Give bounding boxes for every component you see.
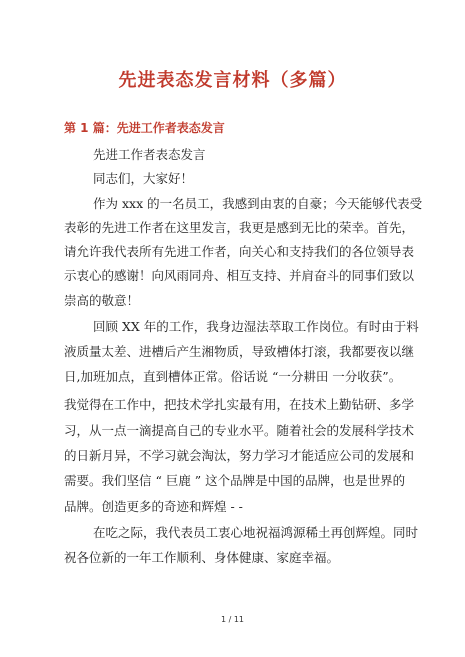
paragraph-line: 表彰的先进工作者在这里发言，我更是感到无比的荣幸。首先， [64,220,415,235]
paragraph-line: 日,加班加点，直到槽体正常。俗话说 “一分耕田 一分收获”。 [64,369,402,384]
page-number: 1 / 11 [220,615,245,624]
section-heading: 第 1 篇：先进工作者表态发言 [64,121,225,135]
paragraph-line: 在吃之际，我代表员工衷心地祝福鸿源稀土再创辉煌。同时 [93,525,419,540]
paragraph-line: 同志们，大家好！ [93,171,194,186]
paragraph-line: 品牌。创造更多的奇迹和辉煌 - - [64,499,243,514]
paragraph-line: 液质量太差、进槽后产生湘物质，导致槽体打滚，我都要夜以继 [64,344,415,359]
paragraph-line: 我觉得在工作中，把技术学扎实最有用，在技术上勤钻研、多学 [64,397,415,412]
paragraph-line: 需要。我们坚信 “ 巨鹿 ” 这个品牌是中国的品牌，也是世界的 [64,473,406,488]
paragraph-line: 的日新月异，不学习就会淘汰，努力学习才能适应公司的发展和 [64,448,415,463]
paragraph-line: 崇高的敬意！ [64,293,140,308]
paragraph-line: 请允许我代表所有先进工作者，向关心和支持我们的各位领导表 [64,244,415,259]
paragraph-line: 习，从一点一滴提高自己的专业水平。随着社会的发展科学技术 [64,423,415,438]
paragraph-line: 示衷心的感谢！向风雨同舟、相互支持、并肩奋斗的同事们致以 [64,268,415,283]
paragraph-line: 回顾 XX 年的工作，我身边湿法萃取工作岗位。有时由于料 [93,319,419,334]
paragraph-line: 祝各位新的一年工作顺利、身体健康、家庭幸福。 [64,550,340,565]
paragraph-line: 先进工作者表态发言 [93,147,206,162]
paragraph-line: 作为 xxx 的一名员工，我感到由衷的自豪；今天能够代表受 [93,196,423,211]
document-title: 先进表态发言材料（多篇） [118,70,347,91]
